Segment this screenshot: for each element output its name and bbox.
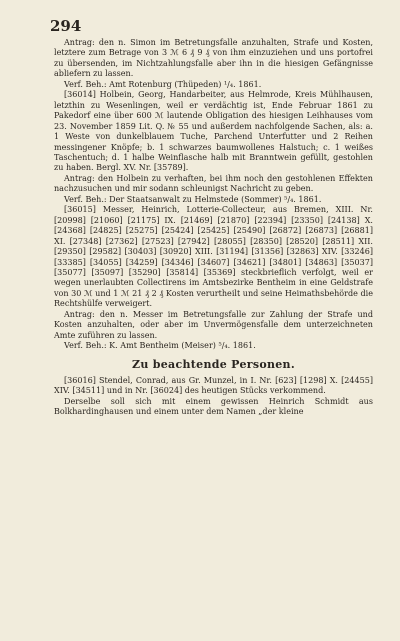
paragraph-verf-beh-rotenburg: Verf. Beh.: Amt Rotenburg (Thüpeden) ¹/₄. 1861.	[64, 79, 262, 89]
paragraph-antrag-messer: Antrag: den n. Messer im Betretungsfalle zur Zahlung der Strafe und Kosten anzuhalten, oder aber im Unvermögensfalle dem unterzeichneten Amte zuführen zu lassen.	[54, 309, 373, 340]
page-number: 294	[50, 17, 82, 35]
paragraph-entry-36014: [36014] Holbein, Georg, Handarbeiter, aus Helmrode, Kreis Mühlhausen, letzthin zu Wesenlingen, weil er verdächtig ist, Ende Februar 1861 zu Pakedorf eine über 600 ℳ lautende Obligation des hiesigen Leihhauses vom 23. November 1859 Lit. Q. № 55 und außerdem nachfolgende Sachen, als: a. 1 Weste von dunkelblauem Tuche, Parchend Unterfutter und 2 Reihen messingener Knöpfe; b. 1 schwarzes baumwollenes Halstuch; c. 1 weißes Taschentuch; d. 1 halbe Weinflasche halb mit Branntwein gefüllt, gestohlen zu haben. Bergl. XV. Nr. [35789].	[54, 90, 373, 173]
paragraph-antrag-holbein: Antrag: den Holbein zu verhaften, bei ihm noch den gestohlenen Effekten nachzusuchen und mir sodann schleunigst Nachricht zu geben.	[54, 173, 373, 194]
paragraph-verf-beh-helmstede: Verf. Beh.: Der Staatsanwalt zu Helmstede (Sommer) ⁵/₄. 1861.	[64, 194, 322, 204]
paragraph-antrag-simon: Antrag: den n. Simon im Betretungsfalle anzuhalten, Strafe und Kosten, letztere zum Betrage von 3 ℳ 6 ₰ 9 ₰ von ihm einzuziehen und uns portofrei zu übersenden, im Nichtzahlungsfalle aber ihn in die hiesigen Gefängnisse abliefern zu lassen.	[54, 38, 373, 79]
paragraph-derselbe: Derselbe soll sich mit einem gewissen Heinrich Schmidt aus Bolkhardinghausen und einem unter dem Namen „der kleine	[54, 396, 373, 416]
paragraph-entry-36015: [36015] Messer, Heinrich, Lotterie-Collecteur, aus Bremen, XIII. Nr. [20998] [21060] [21175] IX. [21469] [21870] [22394] [23350] [24138] X. [24368] [24825] [25275] [25424] [25425] [25490] [26872] [26873] [26881] XI. [27348] [27362] [27523] [27942] [28055] [28350] [28520] [28511] XII. [29350] [29582] [30403] [30920] XIII. [31194] [31356] [32863] XIV. [33246] [33385] [34055] [34259] [34346] [34607] [34621] [34801] [34863] [35037] [35077] [35097] [35290] [35814] [35369] steckbrieflich verfolgt, weil er wegen unerlaubten Collectirens im Amtsbezirke Bentheim in eine Geldstrafe von 30 ℳ und 1 ℳ 21 ₰ 2 ₰ Kosten verurtheilt und seine Heimathsbehörde die Rechtshülfe verweigert.	[54, 205, 373, 309]
paragraph-verf-beh-bentheim: Verf. Beh.: K. Amt Bentheim (Meiser) ⁵/₄. 1861.	[64, 341, 256, 351]
section-heading: Zu beachtende Personen.	[132, 357, 295, 371]
paragraph-entry-36016: [36016] Stendel, Conrad, aus Gr. Munzel, in I. Nr. [623] [1298] X. [24455] XIV. [34511] und in Nr. [36024] des heutigen Stücks verkommend.	[54, 375, 373, 396]
